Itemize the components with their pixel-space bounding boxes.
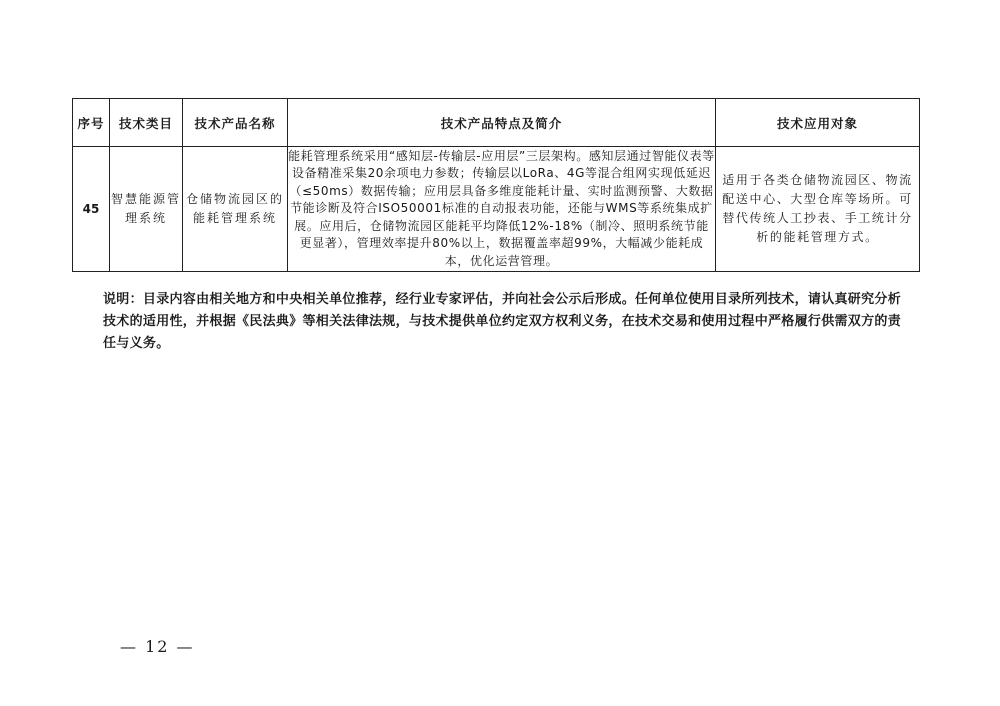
row-target: 适用于各类仓储物流园区、物流配送中心、大型仓库等场所。可替代传统人工抄表、手工统计分析的能耗管理方式。 xyxy=(716,147,920,272)
header-description: 技术产品特点及简介 xyxy=(288,99,716,147)
catalog-table xyxy=(72,98,920,272)
row-index: 45 xyxy=(73,147,110,272)
table-header-row xyxy=(73,99,920,147)
row-product-name: 仓储物流园区的能耗管理系统 xyxy=(183,147,288,272)
header-target: 技术应用对象 xyxy=(716,99,920,147)
footnote: 说明：目录内容由相关地方和中央相关单位推荐，经行业专家评估，并向社会公示后形成。任何单位使用目录所列技术，请认真研究分析技术的适用性，并根据《民法典》等相关法律法规，与技术提供单位约定双方权利义务，在技术交易和使用过程中严格履行供需双方的责任与义务。 xyxy=(103,292,902,351)
table-row xyxy=(73,147,920,272)
row-description: 能耗管理系统采用“感知层-传输层-应用层”三层架构。感知层通过智能仪表等设备精准采集20余项电力参数；传输层以LoRa、4G等混合组网实现低延迟（≤50ms）数据传输；应用层具备多维度能耗计量、实时监测预警、大数据节能诊断及符合ISO50001标准的自动报表功能，还能与WMS等系统集成扩展。应用后，仓储物流园区能耗平均降低12%-18%（制冷、照明系统节能更显著），管理效率提升80%以上，数据覆盖率超99%，大幅减少能耗成本，优化运营管理。 xyxy=(288,147,716,272)
header-category: 技术类目 xyxy=(110,99,183,147)
page-number: — 12 — xyxy=(120,637,195,656)
row-category: 智慧能源管理系统 xyxy=(110,147,183,272)
header-product-name: 技术产品名称 xyxy=(183,99,288,147)
header-index: 序号 xyxy=(73,99,110,147)
